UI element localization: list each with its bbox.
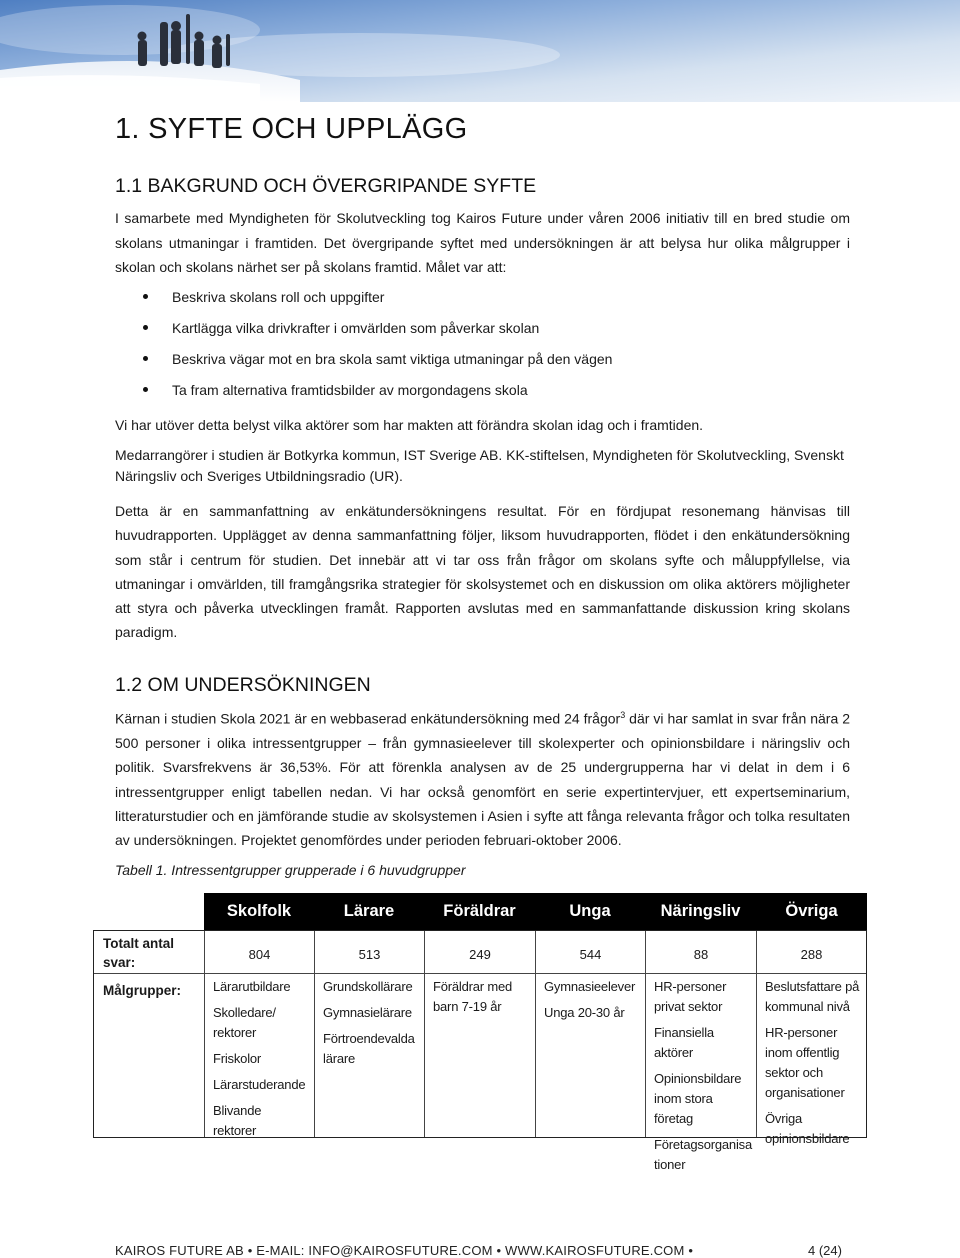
group-item: Unga 20-30 år (544, 1005, 625, 1020)
group-item: Företagsorganisationer (654, 1137, 752, 1172)
page-number: 4 (24) (808, 1243, 842, 1258)
footnote-reference[interactable]: 3 (620, 710, 626, 720)
column-header: Övriga (785, 902, 838, 920)
table-cell-total: 804 (248, 947, 271, 962)
section-heading-background: 1.1 BAKGRUND OCH ÖVERGRIPANDE SYFTE (115, 175, 537, 197)
list-item (115, 317, 612, 348)
table-cell-groups (323, 977, 421, 1075)
table-cell-groups (433, 977, 528, 1023)
survey-text-start: Kärnan i studien Skola 2021 är en webbaserad enkätundersökning med 24 frågor (115, 710, 621, 727)
page-title: 1. SYFTE OCH UPPLÄGG (115, 113, 468, 145)
actors-paragraph: Vi har utöver detta belyst vilka aktörer som har makten att förändra skolan idag och i framtiden. (115, 417, 704, 433)
list-item (115, 286, 612, 317)
page-footer: KAIROS FUTURE AB • E-MAIL: INFO@KAIROSFUTURE.COM • WWW.KAIROSFUTURE.COM • (115, 1243, 694, 1258)
summary-paragraph: Detta är en sammanfattning av enkätundersökningens resultat. För en fördjupat resonemang hänvisas till huvudrapporten. Upplägget av denna sammanfattning följer, liksom huvudrapporten, flödet i den enkätundersökning som står i centrum för studien. Det innebär att vi tar oss från frågor om skolans syfte och måluppfyllelse, via utmaningar i omvärlden, till framgångsrika strategier för skolsystemet och en diskussion om olika aktörers möjligheter att styra och påverka utvecklingen framåt. Rapporten avslutas med en sammanfattande diskussion kring skolans paradigm. (115, 503, 850, 641)
column-header: Föräldrar (443, 902, 516, 920)
list-item-text: Kartlägga vilka drivkrafter i omvärlden som påverkar skolan (172, 320, 540, 336)
section-heading-survey: 1.2 OM UNDERSÖKNINGEN (115, 674, 371, 696)
table-cell-groups (213, 977, 306, 1147)
group-item: Gymnasieelever (544, 979, 636, 994)
table-cell-groups (654, 977, 754, 1181)
table-cell-total: 249 (469, 947, 491, 962)
table-cell-total: 88 (693, 947, 709, 962)
table-body (93, 930, 867, 1172)
row-label-total: Totalt antal svar: (103, 936, 175, 970)
list-item-text: Ta fram alternativa framtidsbilder av morgondagens skola (172, 382, 528, 398)
goals-list (115, 286, 612, 410)
table-cell-groups (544, 977, 642, 1029)
list-item (115, 348, 612, 379)
group-item: Skolledare/ rektorer (213, 1005, 276, 1040)
group-item: Finansiella aktörer (654, 1025, 714, 1060)
table-caption: Tabell 1. Intressentgrupper grupperade i 6 huvudgrupper (115, 862, 466, 878)
group-item: Förtroendevalda lärare (323, 1031, 415, 1066)
group-item: Blivande rektorer (213, 1103, 262, 1138)
group-item: Övriga opinionsbildare (765, 1111, 850, 1146)
column-header: Unga (569, 902, 611, 920)
intro-paragraph: I samarbete med Myndigheten för Skolutveckling tog Kairos Future under våren 2006 initiativ till en bred studie om skolans utmaningar i framtiden. Det övergripande syftet med undersökningen är att belysa hur olika målgrupper i skolan och skolans närhet ser på skolans framtid. Målet var att: (115, 210, 850, 275)
group-item: HR-personer inom offentlig sektor och organisationer (765, 1025, 845, 1100)
group-item: Friskolor (213, 1051, 262, 1066)
group-item: Opinionsbildare inom stora företag (654, 1071, 742, 1126)
partners-paragraph: Medarrangörer i studien är Botkyrka kommun, IST Sverige AB. KK-stiftelsen, Myndigheten för Skolutveckling, Svenskt Näringsliv och Sveriges Utbildningsradio (UR). (115, 447, 844, 484)
survey-paragraph (115, 703, 850, 852)
row-label-groups: Målgrupper: (103, 983, 182, 998)
column-header: Näringsliv (660, 902, 741, 920)
table-cell-groups (765, 977, 865, 1155)
table-cell-total: 288 (800, 947, 823, 962)
list-item (115, 379, 612, 410)
group-item: HR-personer privat sektor (654, 979, 727, 1014)
bullet-icon (143, 325, 148, 330)
bullet-icon (143, 294, 148, 299)
list-item-text: Beskriva skolans roll och uppgifter (172, 289, 385, 305)
stakeholder-table (93, 893, 867, 1172)
group-item: Lärarstuderande (213, 1077, 306, 1092)
table-header-row (204, 893, 867, 930)
table-divider (94, 973, 866, 974)
column-header: Lärare (343, 902, 395, 920)
list-item-text: Beskriva vägar mot en bra skola samt viktiga utmaningar på den vägen (172, 351, 613, 367)
group-item: Beslutsfattare på kommunal nivå (765, 979, 860, 1014)
group-item: Lärarutbildare (213, 979, 291, 994)
header-banner-image (0, 0, 960, 102)
column-header: Skolfolk (226, 902, 292, 920)
table-cell-total: 513 (358, 947, 381, 962)
survey-text-rest: där vi har samlat in svar från nära 2 500 personer i olika intressentgrupper – från gymnasieelever till skolexperter och opinionsbildare i näringsliv och politik. Svarsfrekvens är 36,53%. För att förenkla analysen av de 25 undergrupperna har vi delat in dem i 6 intressentgrupper enligt tabellen nedan. Vi har också genomfört en serie expertintervjuer, ett expertseminarium, litteraturstudier och en jämförande studie av skolsystemen i Asien i syfte att fånga relevanta frågor och tolka resultaten av undersökningen. Projektet genomfördes under perioden februari-oktober 2006. (115, 710, 850, 849)
table-cell-total: 544 (579, 947, 602, 962)
bullet-icon (143, 387, 148, 392)
group-item: Föräldrar med barn 7-19 år (433, 979, 513, 1014)
group-item: Gymnasielärare (323, 1005, 412, 1020)
group-item: Grundskollärare (323, 979, 413, 994)
bullet-icon (143, 356, 148, 361)
